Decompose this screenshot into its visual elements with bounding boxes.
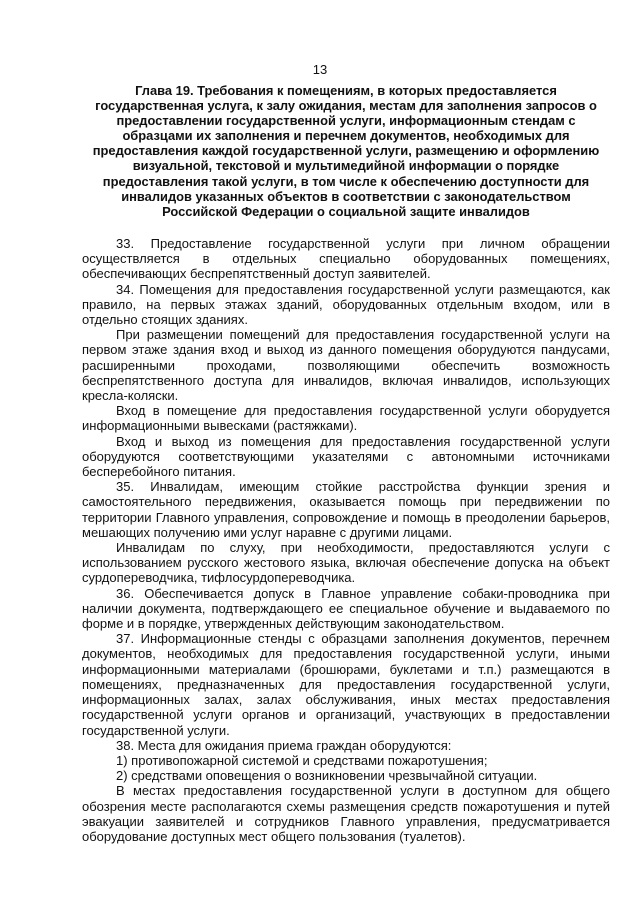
paragraph: Вход в помещение для предоставления государственной услуги оборудуется информационными вывесками (растяжками). <box>82 403 610 434</box>
paragraph-36: 36. Обеспечивается допуск в Главное управление собаки-проводника при наличии документа, подтверждающего ее специальное обучение и выдаваемого по форме и в порядке, утвержденных действующим законодательством. <box>82 585 610 632</box>
list-item: 2) средствами оповещения о возникновении чрезвычайной ситуации. <box>116 768 538 784</box>
paragraph-38: 38. Места для ожидания приема граждан оборудуются: <box>116 737 452 753</box>
paragraph: Инвалидам по слуху, при необходимости, предоставляются услуги с использованием русского жестового языка, включая обеспечение допуска на объект сурдопереводчика, тифлосурдопереводчика. <box>82 540 610 586</box>
paragraph: Вход и выход из помещения для предоставления государственной услуги оборудуются соответствующими указателями с автономными источниками бесперебойного питания. <box>82 433 610 480</box>
document-body <box>82 236 610 844</box>
paragraph: При размещении помещений для предоставления государственной услуги на первом этаже здания вход и выход из данного помещения оборудуются пандусами, расширенными проходами, позволяющими обеспечить возможность беспрепятственного доступа для инвалидов, включая инвалидов, использующих кресла-коляски. <box>82 327 610 404</box>
paragraph: В местах предоставления государственной услуги в доступном для общего обозрения месте располагаются схемы размещения средств пожаротушения и путей эвакуации заявителей и сотрудников Главного управления, предусматривается оборудование доступных мест общего пользования (туалетов). <box>82 783 610 844</box>
paragraph-34: 34. Помещения для предоставления государственной услуги размещаются, как правило, на первых этажах зданий, оборудованных отдельным входом, или в отдельно стоящих зданиях. <box>82 281 610 328</box>
page-number: 13 <box>312 62 328 77</box>
paragraph-33: 33. Предоставление государственной услуги при личном обращении осуществляется в отдельных специально оборудованных помещениях, обеспечивающих беспрепятственный доступ заявителей. <box>82 236 610 282</box>
chapter-heading: Глава 19. Требования к помещениям, в которых предоставляется государственная услуга, к залу ожидания, местам для заполнения запросов о предоставлении государственной услуги, информационным стендам с образцами их заполнения и перечнем документов, необходимых для предоставления каждой государственной услуги, размещению и оформлению визуальной, текстовой и мультимедийной информации о порядке предоставления такой услуги, в том числе к обеспечению доступности для инвалидов указанных объектов в соответствии с законодательством Российской Федерации о социальной защите инвалидов <box>92 83 600 219</box>
list-item: 1) противопожарной системой и средствами пожаротушения; <box>116 752 488 768</box>
paragraph-35: 35. Инвалидам, имеющим стойкие расстройства функции зрения и самостоятельного передвижения, оказывается помощь при передвижении по территории Главного управления, сопровождение и помощь в преодолении барьеров, мешающих получению ими услуг наравне с другими лицами. <box>82 479 610 540</box>
paragraph-37: 37. Информационные стенды с образцами заполнения документов, перечнем документов, необходимых для предоставления государственной услуги, иными информационными материалами (брошюрами, буклетами и т.п.) размещаются в помещениях, предназначенных для предоставления государственной услуги, информационных залах, залах обслуживания, иных местах предоставления государственной услуги органов и организаций, участвующих в предоставлении государственной услуги. <box>82 631 610 738</box>
